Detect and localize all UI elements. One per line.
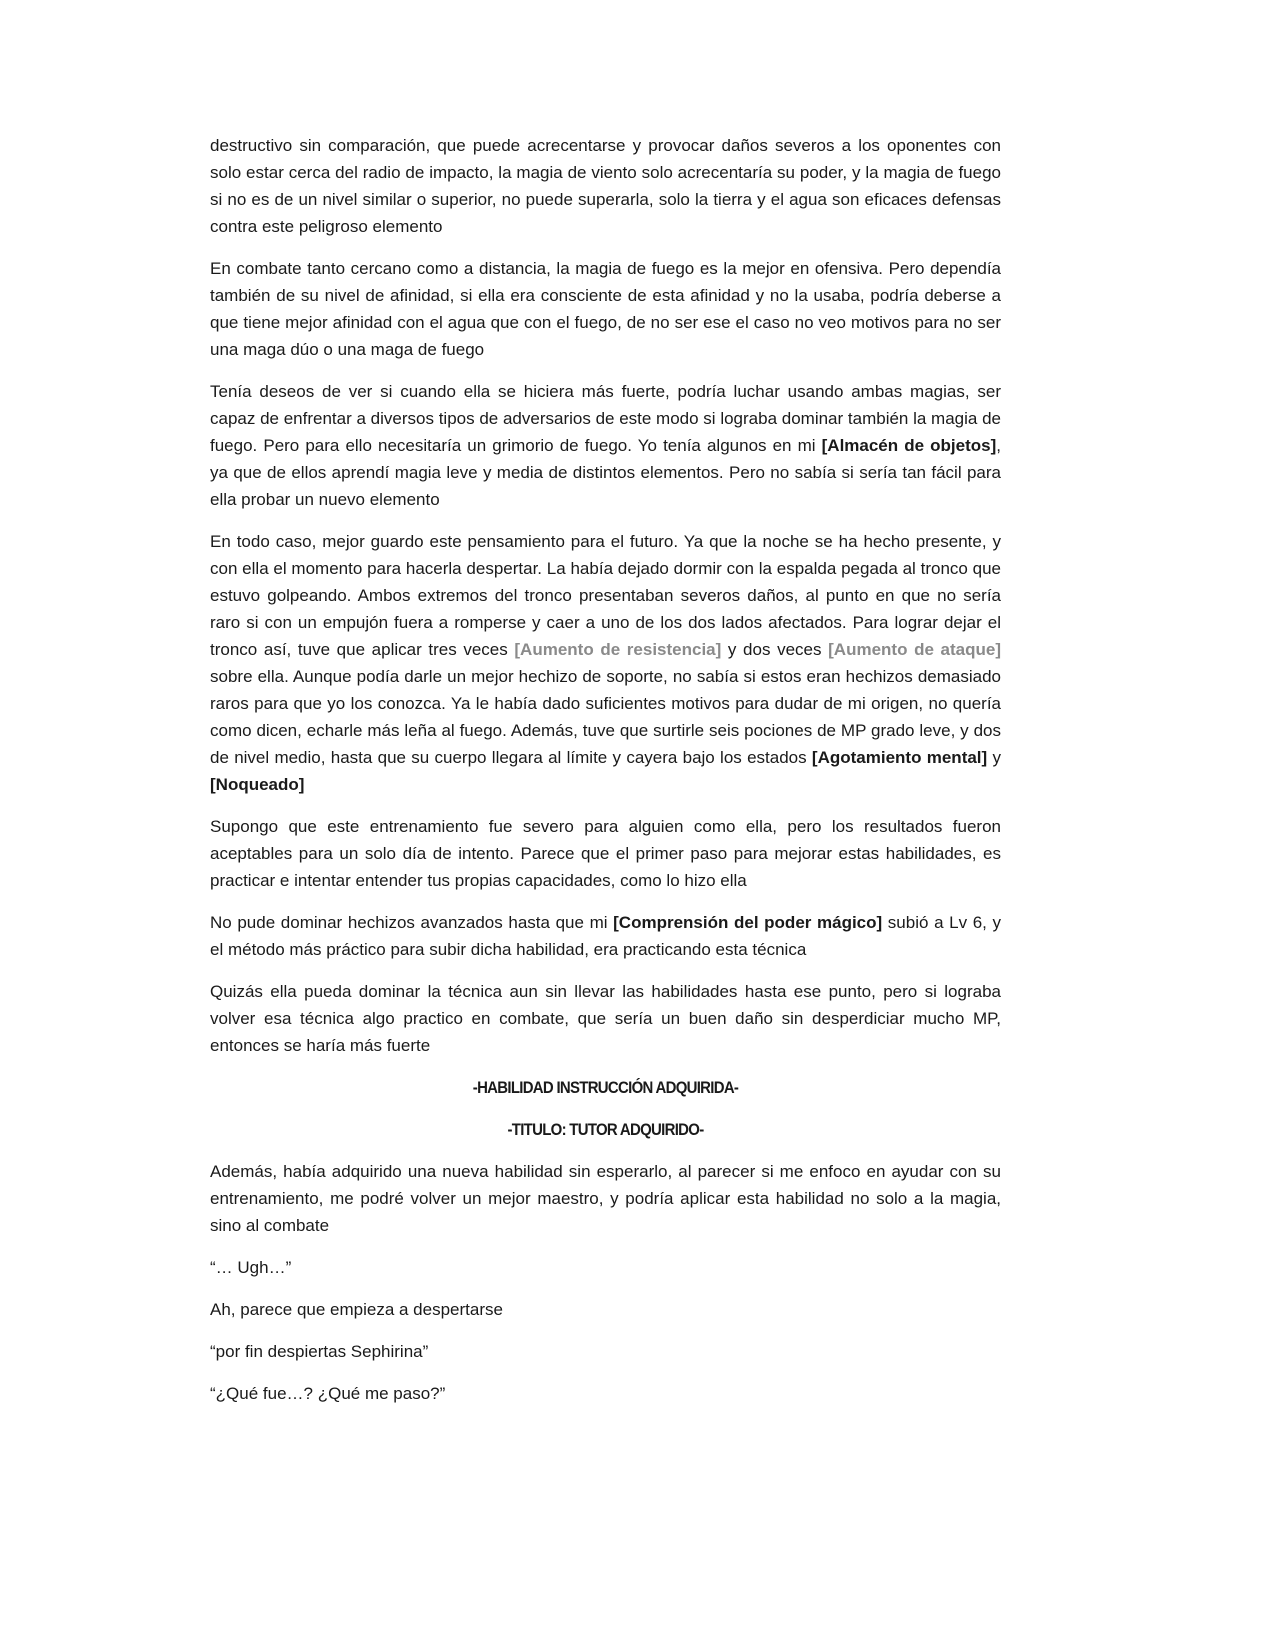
paragraph bbox=[210, 528, 1001, 798]
section-heading bbox=[257, 1074, 953, 1101]
skill-name-bold: [Almacén de objetos] bbox=[821, 436, 997, 455]
text-segment: No pude dominar hechizos avanzados hasta que mi bbox=[210, 913, 614, 932]
text-segment: y dos veces bbox=[721, 640, 829, 659]
text-segment: Además, había adquirido una nueva habilidad sin esperarlo, al parecer si me enfoco en ayudar con su entrenamiento, me podré volver un mejor maestro, y podría aplicar esta habilidad no solo a la magia, sino al combate bbox=[210, 1162, 1001, 1235]
text-segment: “por fin despiertas Sephirina” bbox=[210, 1342, 429, 1361]
paragraph bbox=[210, 909, 1001, 963]
skill-name-bold: [Noqueado] bbox=[210, 775, 305, 794]
paragraph bbox=[210, 813, 1001, 894]
text-segment: Quizás ella pueda dominar la técnica aun sin llevar las habilidades hasta ese punto, pero si lograba volver esa técnica algo practico en combate, que sería un buen daño sin desperdiciar mucho MP, entonces se haría más fuerte bbox=[210, 982, 1001, 1055]
dialogue-line bbox=[210, 1338, 1001, 1365]
text-segment: -HABILIDAD INSTRUCCIÓN ADQUIRIDA- bbox=[472, 1078, 739, 1097]
text-segment: “¿Qué fue…? ¿Qué me paso?” bbox=[210, 1384, 446, 1403]
text-segment: En todo caso, mejor guardo este pensamiento para el futuro. Ya que la noche se ha hecho presente, y con ella el momento para hacerla despertar. La había dejado dormir con la espalda pegada al tronco que estuvo golpeando. Ambos extremos del tronco presentaban severos daños, al punto en que no sería raro si con un empujón fuera a romperse y caer a uno de los dos lados afectados. Para lograr dejar el tronco así, tuve que aplicar tres veces bbox=[210, 532, 1001, 659]
text-segment: -TITULO: TUTOR ADQUIRIDO- bbox=[507, 1120, 704, 1139]
skill-name-gray: [Aumento de ataque] bbox=[828, 640, 1001, 659]
text-segment: Supongo que este entrenamiento fue severo para alguien como ella, pero los resultados fueron aceptables para un solo día de intento. Parece que el primer paso para mejorar estas habilidades, es practicar e intentar entender tus propias capacidades, como lo hizo ella bbox=[210, 817, 1001, 890]
skill-name-bold: [Agotamiento mental] bbox=[811, 748, 988, 767]
paragraph bbox=[210, 255, 1001, 363]
text-segment: , ya que de ellos aprendí magia leve y media de distintos elementos. Pero no sabía si sería tan fácil para ella probar un nuevo elemento bbox=[210, 436, 1001, 509]
dialogue-line bbox=[210, 1254, 1001, 1281]
paragraph bbox=[210, 378, 1001, 513]
text-segment: En combate tanto cercano como a distancia, la magia de fuego es la mejor en ofensiva. Pero dependía también de su nivel de afinidad, si ella era consciente de esta afinidad y no la usaba, podría deberse a que tiene mejor afinidad con el agua que con el fuego, de no ser ese el caso no veo motivos para no ser una maga dúo o una maga de fuego bbox=[210, 259, 1001, 359]
text-segment: subió a Lv 6, y el método más práctico para subir dicha habilidad, era practicando esta técnica bbox=[210, 913, 1002, 959]
text-segment: sobre ella. Aunque podía darle un mejor hechizo de soporte, no sabía si estos eran hechizos demasiado raros para que yo los conozca. Ya le había dado suficientes motivos para dudar de mi origen, no quería como dicen, echarle más leña al fuego. Además, tuve que surtirle seis pociones de MP grado leve, y dos de nivel medio, hasta que su cuerpo llegara al límite y cayera bajo los estados bbox=[210, 667, 1001, 767]
dialogue-line bbox=[210, 1380, 1001, 1407]
paragraph bbox=[210, 1158, 1001, 1239]
document-page bbox=[210, 132, 1001, 1422]
dialogue-line bbox=[210, 1296, 1001, 1323]
section-heading bbox=[257, 1116, 953, 1143]
skill-name-gray: [Aumento de resistencia] bbox=[514, 640, 722, 659]
skill-name-bold: [Comprensión del poder mágico] bbox=[613, 913, 883, 932]
text-segment: “… Ugh…” bbox=[210, 1258, 292, 1277]
text-segment: destructivo sin comparación, que puede acrecentarse y provocar daños severos a los oponentes con solo estar cerca del radio de impacto, la magia de viento solo acrecentaría su poder, y la magia de fuego si no es de un nivel similar o superior, no puede superarla, solo la tierra y el agua son eficaces defensas contra este peligroso elemento bbox=[210, 136, 1001, 236]
text-segment: y bbox=[987, 748, 1001, 767]
paragraph bbox=[210, 978, 1001, 1059]
paragraph bbox=[210, 132, 1001, 240]
text-segment: Ah, parece que empieza a despertarse bbox=[210, 1300, 503, 1319]
text-segment: Tenía deseos de ver si cuando ella se hiciera más fuerte, podría luchar usando ambas magias, ser capaz de enfrentar a diversos tipos de adversarios de este modo si lograba dominar también la magia de fuego. Pero para ello necesitaría un grimorio de fuego. Yo tenía algunos en mi bbox=[210, 382, 1001, 455]
